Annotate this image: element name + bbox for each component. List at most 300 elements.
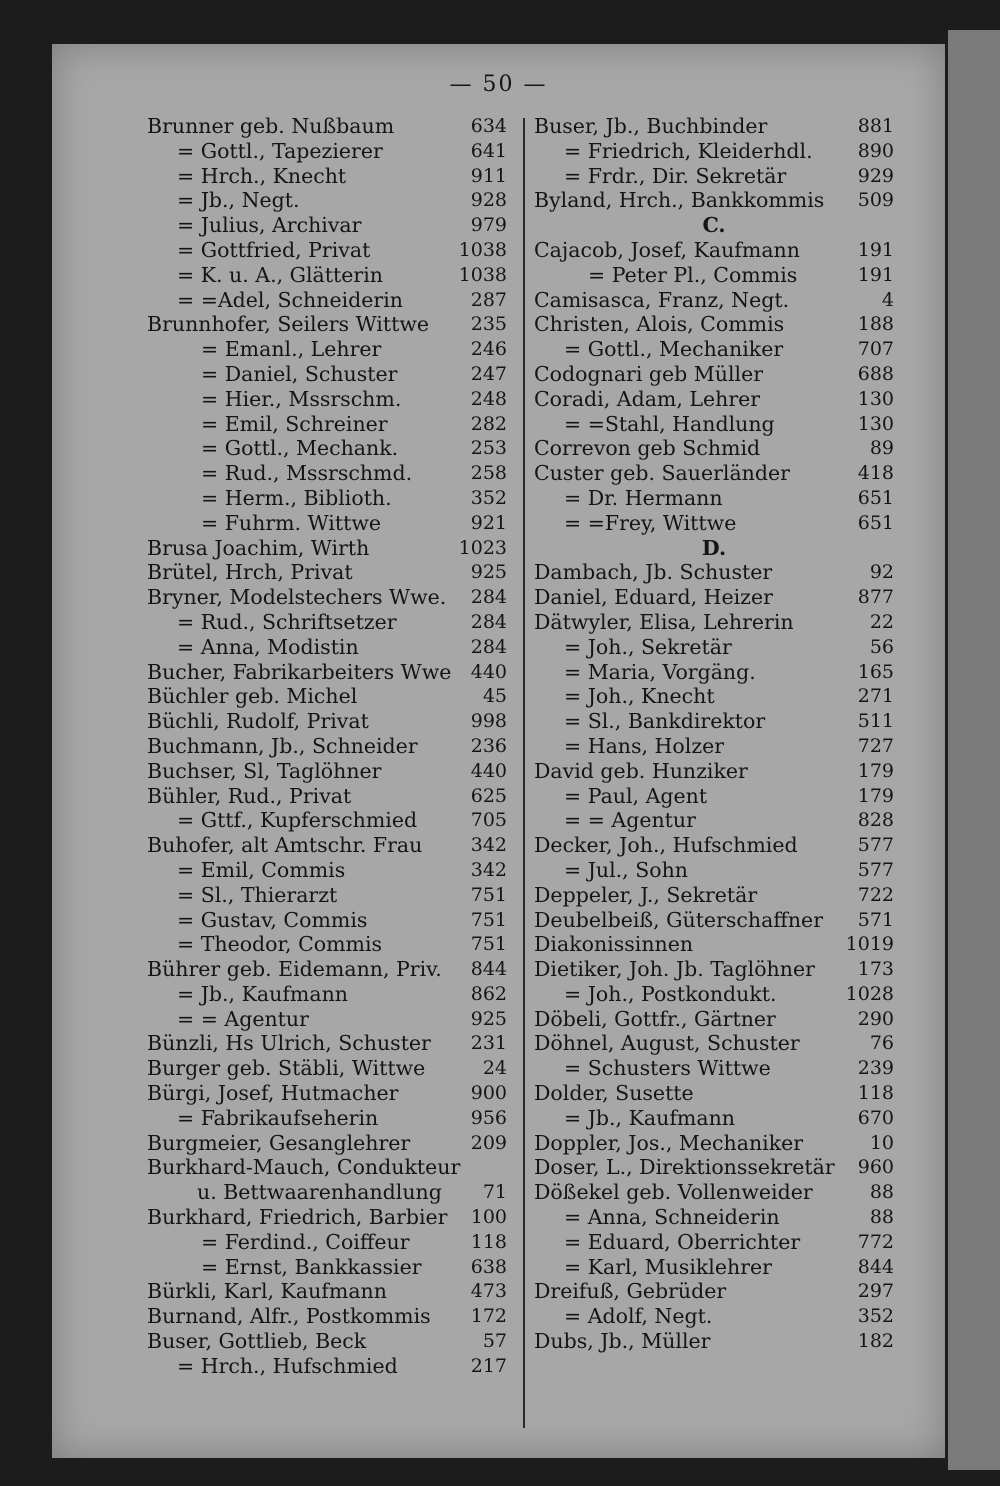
entry-name: Daniel, Eduard, Heizer — [534, 585, 773, 610]
entry-number: 352 — [857, 1305, 894, 1328]
entry-number: 191 — [857, 263, 894, 286]
entry-number: 473 — [470, 1280, 507, 1303]
right-column — [534, 114, 894, 1354]
entry-number: 235 — [470, 313, 507, 336]
entry-number: 209 — [470, 1131, 507, 1154]
entry-name: Deubelbeiß, Güterschaffner — [534, 907, 823, 932]
entry-name: Deppeler, J., Sekretär — [534, 882, 758, 907]
entry-number: 877 — [857, 586, 894, 609]
entry-name: = Gustav, Commis — [177, 907, 368, 932]
directory-entry — [534, 858, 894, 883]
entry-number: 217 — [470, 1354, 507, 1377]
entry-number: 71 — [482, 1181, 507, 1204]
directory-entry — [147, 536, 507, 561]
directory-entry — [147, 263, 507, 288]
entry-name: Cajacob, Josef, Kaufmann — [534, 237, 800, 262]
entry-name: Buhofer, alt Amtschr. Frau — [147, 833, 423, 858]
directory-entry — [534, 412, 894, 437]
entry-name: = =Stahl, Handlung — [564, 411, 775, 436]
directory-entry — [534, 387, 894, 412]
entry-name: = Schusters Wittwe — [564, 1056, 771, 1081]
entry-number: 925 — [470, 561, 507, 584]
entry-number: 929 — [857, 164, 894, 187]
entry-name: Christen, Alois, Commis — [534, 312, 785, 337]
directory-page — [52, 44, 945, 1458]
directory-entry — [534, 362, 894, 387]
directory-entry — [534, 263, 894, 288]
entry-name: Brunner geb. Nußbaum — [147, 114, 395, 138]
directory-entry — [147, 1155, 507, 1180]
directory-entry — [534, 610, 894, 635]
entry-name: Dolder, Susette — [534, 1081, 694, 1106]
directory-entry — [147, 734, 507, 759]
entry-number: 1038 — [458, 263, 507, 286]
entry-name: Dätwyler, Elisa, Lehrerin — [534, 609, 794, 634]
directory-entry — [534, 1081, 894, 1106]
entry-name: Dreifuß, Gebrüder — [534, 1279, 727, 1304]
entry-name: = = Agentur — [564, 808, 696, 833]
entry-name: Burgmeier, Gesanglehrer — [147, 1130, 411, 1155]
directory-entry — [147, 511, 507, 536]
entry-name: Codognari geb Müller — [534, 361, 764, 386]
entry-number: 76 — [869, 1032, 894, 1055]
entry-name: = Sl., Thierarzt — [177, 882, 338, 907]
directory-entry — [147, 1131, 507, 1156]
directory-entry — [147, 1230, 507, 1255]
directory-entry — [534, 288, 894, 313]
entry-name: Dößekel geb. Vollenweider — [534, 1180, 813, 1205]
entry-number: 844 — [857, 1255, 894, 1278]
directory-entry — [534, 1007, 894, 1032]
directory-entry — [534, 908, 894, 933]
entry-name: u. Bettwaarenhandlung — [197, 1180, 442, 1205]
entry-number: 88 — [869, 1206, 894, 1229]
directory-entry — [534, 511, 894, 536]
entry-name: = Karl, Musiklehrer — [564, 1254, 772, 1279]
entry-name: Bührer geb. Eidemann, Priv. — [147, 957, 442, 982]
entry-number: 130 — [857, 387, 894, 410]
entry-name: = Jb., Kaufmann — [177, 981, 348, 1006]
directory-entry — [534, 560, 894, 585]
entry-name: = Joh., Knecht — [564, 684, 715, 709]
entry-number: 179 — [857, 784, 894, 807]
entry-name: Buser, Gottlieb, Beck — [147, 1329, 367, 1354]
entry-number: 253 — [470, 437, 507, 460]
entry-name: = =Frey, Wittwe — [564, 510, 737, 535]
entry-name: = Hrch., Knecht — [177, 163, 347, 188]
entry-name: David geb. Hunziker — [534, 758, 748, 783]
entry-number: 911 — [470, 164, 507, 187]
entry-number: 284 — [470, 610, 507, 633]
directory-entry — [534, 1056, 894, 1081]
directory-entry — [534, 1329, 894, 1354]
directory-entry — [534, 1131, 894, 1156]
entry-number: 342 — [470, 858, 507, 881]
entry-number: 247 — [470, 362, 507, 385]
entry-number: 722 — [857, 883, 894, 906]
directory-entry — [534, 709, 894, 734]
entry-number: 284 — [470, 635, 507, 658]
next-page-edge — [948, 30, 1000, 1470]
entry-number: 634 — [470, 115, 507, 137]
directory-entry — [147, 1205, 507, 1230]
entry-number: 130 — [857, 412, 894, 435]
entry-number: 89 — [869, 437, 894, 460]
directory-entry — [534, 114, 894, 139]
entry-name: Buchser, Sl, Taglöhner — [147, 758, 382, 783]
directory-entry — [534, 808, 894, 833]
directory-entry — [534, 436, 894, 461]
directory-entry — [534, 585, 894, 610]
entry-number: 960 — [857, 1156, 894, 1179]
entry-number: 511 — [857, 710, 894, 733]
entry-number: 727 — [857, 734, 894, 757]
entry-name: Dietiker, Joh. Jb. Taglöhner — [534, 957, 815, 982]
entry-number: 165 — [857, 660, 894, 683]
directory-entry — [147, 833, 507, 858]
entry-number: 998 — [470, 710, 507, 733]
entry-name: = Maria, Vorgäng. — [564, 659, 756, 684]
directory-entry — [147, 932, 507, 957]
entry-number: 88 — [869, 1181, 894, 1204]
entry-name: = Fuhrm. Wittwe — [201, 510, 382, 535]
entry-number: 100 — [470, 1206, 507, 1229]
entry-name: = Frdr., Dir. Sekretär — [564, 163, 787, 188]
directory-entry — [534, 684, 894, 709]
entry-name: Buchmann, Jb., Schneider — [147, 733, 418, 758]
entry-name: Camisasca, Franz, Negt. — [534, 287, 790, 312]
entry-name: Diakonissinnen — [534, 932, 694, 957]
entry-number: 22 — [869, 610, 894, 633]
entry-number: 290 — [857, 1007, 894, 1030]
entry-name: = Gttf., Kupferschmied — [177, 808, 418, 833]
entry-number: 1038 — [458, 238, 507, 261]
page-number: — 50 — — [449, 72, 548, 97]
entry-number: 828 — [857, 809, 894, 832]
entry-name: = K. u. A., Glätterin — [177, 262, 383, 287]
entry-name: = Joh., Sekretär — [564, 634, 732, 659]
entry-name: Correvon geb Schmid — [534, 436, 761, 461]
entry-number: 956 — [470, 1106, 507, 1129]
directory-entry — [147, 312, 507, 337]
entry-name: = =Adel, Schneiderin — [177, 287, 403, 312]
entry-number: 258 — [470, 462, 507, 485]
entry-name: Bühler, Rud., Privat — [147, 783, 352, 808]
entry-number: 92 — [869, 561, 894, 584]
entry-name: Büchler geb. Michel — [147, 684, 358, 709]
directory-entry — [534, 1106, 894, 1131]
entry-name: = Daniel, Schuster — [201, 361, 398, 386]
entry-number: 890 — [857, 139, 894, 162]
entry-number: 284 — [470, 586, 507, 609]
directory-entry — [534, 1279, 894, 1304]
entry-name: Decker, Joh., Hufschmied — [534, 833, 798, 858]
directory-entry — [147, 784, 507, 809]
entry-name: = Joh., Postkondukt. — [564, 981, 777, 1006]
entry-name: Döhnel, August, Schuster — [534, 1031, 800, 1056]
entry-number: 172 — [470, 1305, 507, 1328]
entry-number: 342 — [470, 834, 507, 857]
entry-name: = Dr. Hermann — [564, 485, 723, 510]
entry-name: Brütel, Hrch, Privat — [147, 560, 353, 585]
entry-number: 651 — [857, 486, 894, 509]
entry-number: 577 — [857, 858, 894, 881]
entry-name: = Jb., Negt. — [177, 188, 300, 213]
directory-entry — [534, 238, 894, 263]
directory-entry — [147, 759, 507, 784]
directory-entry — [534, 932, 894, 957]
entry-name: Doppler, Jos., Mechaniker — [534, 1130, 804, 1155]
directory-entry — [534, 461, 894, 486]
entry-number: 751 — [470, 933, 507, 956]
entry-number: 707 — [857, 338, 894, 361]
directory-entry — [147, 486, 507, 511]
entry-number: 638 — [470, 1255, 507, 1278]
entry-number: 57 — [482, 1330, 507, 1353]
entry-number: 4 — [881, 288, 894, 311]
directory-entry — [147, 858, 507, 883]
entry-number: 440 — [470, 759, 507, 782]
entry-name: = Hrch., Hufschmied — [177, 1353, 398, 1378]
entry-name: = Ernst, Bankkassier — [201, 1254, 422, 1279]
entry-name: C. — [702, 213, 726, 238]
directory-entry — [147, 1255, 507, 1280]
entry-name: Brusa Joachim, Wirth — [147, 535, 370, 560]
directory-entry — [147, 188, 507, 213]
entry-number: 641 — [470, 139, 507, 162]
directory-entry — [534, 784, 894, 809]
directory-entry — [534, 337, 894, 362]
entry-name: Dambach, Jb. Schuster — [534, 560, 773, 585]
entry-number: 921 — [470, 511, 507, 534]
directory-entry — [147, 684, 507, 709]
entry-number: 287 — [470, 288, 507, 311]
entry-name: Burkhard, Friedrich, Barbier — [147, 1205, 448, 1230]
directory-entry — [147, 1106, 507, 1131]
directory-entry — [147, 1180, 507, 1205]
entry-number: 688 — [857, 362, 894, 385]
entry-name: Bünzli, Hs Ulrich, Schuster — [147, 1031, 431, 1056]
directory-entry — [147, 288, 507, 313]
entry-name: = Hier., Mssrschm. — [201, 386, 402, 411]
directory-entry — [147, 1081, 507, 1106]
entry-name: = Gottl., Tapezierer — [177, 138, 383, 163]
entry-number: 191 — [857, 238, 894, 261]
entry-number: 862 — [470, 982, 507, 1005]
entry-number: 239 — [857, 1057, 894, 1080]
entry-name: = Emanl., Lehrer — [201, 337, 382, 362]
directory-entry — [534, 833, 894, 858]
entry-number: 928 — [470, 189, 507, 212]
entry-name: = Fabrikaufseherin — [177, 1105, 379, 1130]
directory-entry — [147, 982, 507, 1007]
entry-number: 751 — [470, 908, 507, 931]
entry-name: = Theodor, Commis — [177, 932, 383, 957]
entry-name: = Gottl., Mechank. — [201, 436, 399, 461]
entry-name: Brunnhofer, Seilers Wittwe — [147, 312, 429, 337]
entry-number: 881 — [857, 115, 894, 137]
entry-number: 236 — [470, 734, 507, 757]
entry-number: 705 — [470, 809, 507, 832]
entry-name: Coradi, Adam, Lehrer — [534, 386, 761, 411]
directory-entry — [534, 1155, 894, 1180]
entry-name: Dubs, Jb., Müller — [534, 1329, 711, 1354]
entry-number: 418 — [857, 462, 894, 485]
entry-name: = Adolf, Negt. — [564, 1304, 713, 1329]
section-letter — [534, 213, 894, 238]
entry-number: 24 — [482, 1057, 507, 1080]
directory-entry — [534, 1205, 894, 1230]
entry-name: = Emil, Commis — [177, 857, 346, 882]
directory-entry — [147, 883, 507, 908]
entry-number: 1023 — [458, 536, 507, 559]
entry-number: 1019 — [845, 933, 894, 956]
column-divider — [523, 118, 525, 1428]
directory-entry — [147, 164, 507, 189]
directory-entry — [147, 461, 507, 486]
entry-number: 844 — [470, 958, 507, 981]
directory-entry — [534, 1255, 894, 1280]
entry-number: 670 — [857, 1106, 894, 1129]
entry-number: 772 — [857, 1230, 894, 1253]
entry-name: Bürkli, Karl, Kaufmann — [147, 1279, 387, 1304]
entry-number: 248 — [470, 387, 507, 410]
directory-entry — [147, 560, 507, 585]
directory-entry — [147, 908, 507, 933]
directory-entry — [534, 759, 894, 784]
entry-name: Custer geb. Sauerländer — [534, 461, 790, 486]
entry-number: 10 — [869, 1131, 894, 1154]
entry-name: = Herm., Biblioth. — [201, 485, 392, 510]
directory-entry — [534, 734, 894, 759]
section-letter — [534, 536, 894, 561]
entry-number: 271 — [857, 685, 894, 708]
directory-entry — [147, 1007, 507, 1032]
entry-name: Döbeli, Gottfr., Gärtner — [534, 1006, 776, 1031]
entry-name: Büchli, Rudolf, Privat — [147, 709, 369, 734]
entry-name: = Ferdind., Coiffeur — [201, 1229, 410, 1254]
entry-name: = Sl., Bankdirektor — [564, 709, 766, 734]
entry-name: Bryner, Modelstechers Wwe. — [147, 585, 447, 610]
directory-entry — [534, 660, 894, 685]
directory-entry — [534, 1304, 894, 1329]
entry-number: 118 — [857, 1082, 894, 1105]
directory-entry — [534, 1230, 894, 1255]
entry-number: 188 — [857, 313, 894, 336]
entry-number: 509 — [857, 189, 894, 212]
entry-name: D. — [701, 535, 727, 560]
directory-entry — [147, 1329, 507, 1354]
entry-number: 577 — [857, 834, 894, 857]
entry-name: Burger geb. Stäbli, Wittwe — [147, 1056, 426, 1081]
entry-number: 45 — [482, 685, 507, 708]
entry-name: = Hans, Holzer — [564, 733, 725, 758]
entry-number: 1028 — [845, 982, 894, 1005]
directory-entry — [147, 238, 507, 263]
entry-number: 900 — [470, 1082, 507, 1105]
directory-entry — [147, 635, 507, 660]
directory-entry — [147, 387, 507, 412]
directory-entry — [534, 957, 894, 982]
directory-entry — [534, 164, 894, 189]
entry-name: Bürgi, Josef, Hutmacher — [147, 1081, 399, 1106]
directory-entry — [147, 436, 507, 461]
directory-entry — [147, 1056, 507, 1081]
directory-entry — [147, 660, 507, 685]
entry-name: Doser, L., Direktionssekretär — [534, 1155, 835, 1180]
entry-name: = Gottfried, Privat — [177, 237, 371, 262]
directory-entry — [534, 883, 894, 908]
entry-number: 352 — [470, 486, 507, 509]
directory-entry — [534, 312, 894, 337]
entry-name: Burkhard-Mauch, Condukteur — [147, 1155, 461, 1180]
directory-entry — [534, 139, 894, 164]
entry-name: = Julius, Archivar — [177, 213, 362, 238]
entry-number: 246 — [470, 338, 507, 361]
directory-entry — [147, 709, 507, 734]
left-column — [147, 114, 507, 1379]
directory-entry — [147, 808, 507, 833]
entry-name: Burnand, Alfr., Postkommis — [147, 1304, 431, 1329]
directory-entry — [147, 412, 507, 437]
directory-entry — [147, 213, 507, 238]
entry-number: 173 — [857, 958, 894, 981]
entry-number: 625 — [470, 784, 507, 807]
directory-entry — [534, 486, 894, 511]
entry-number: 56 — [869, 635, 894, 658]
entry-name: = Jul., Sohn — [564, 857, 689, 882]
directory-entry — [147, 1031, 507, 1056]
entry-number: 571 — [857, 908, 894, 931]
directory-entry — [147, 1279, 507, 1304]
directory-entry — [147, 610, 507, 635]
directory-entry — [534, 1180, 894, 1205]
directory-entry — [534, 982, 894, 1007]
entry-name: = Anna, Schneiderin — [564, 1205, 780, 1230]
directory-entry — [147, 114, 507, 139]
entry-name: = Anna, Modistin — [177, 634, 359, 659]
entry-number: 925 — [470, 1007, 507, 1030]
entry-name: Bucher, Fabrikarbeiters Wwe — [147, 659, 452, 684]
entry-number: 179 — [857, 759, 894, 782]
directory-entry — [147, 362, 507, 387]
entry-number: 440 — [470, 660, 507, 683]
directory-entry — [147, 957, 507, 982]
entry-name: = Gottl., Mechaniker — [564, 337, 784, 362]
entry-number: 751 — [470, 883, 507, 906]
entry-name: = Paul, Agent — [564, 783, 708, 808]
entry-number: 297 — [857, 1280, 894, 1303]
directory-entry — [147, 337, 507, 362]
entry-number: 651 — [857, 511, 894, 534]
entry-name: = = Agentur — [177, 1006, 309, 1031]
directory-entry — [147, 1304, 507, 1329]
entry-name: = Rud., Mssrschmd. — [201, 461, 413, 486]
entry-name: = Emil, Schreiner — [201, 411, 388, 436]
directory-entry — [534, 1031, 894, 1056]
entry-number: 118 — [470, 1230, 507, 1253]
directory-entry — [147, 1354, 507, 1379]
entry-name: = Jb., Kaufmann — [564, 1105, 735, 1130]
directory-entry — [534, 188, 894, 213]
entry-name: Buser, Jb., Buchbinder — [534, 114, 768, 138]
entry-number: 231 — [470, 1032, 507, 1055]
directory-entry — [147, 139, 507, 164]
entry-name: = Rud., Schriftsetzer — [177, 609, 397, 634]
entry-name: = Friedrich, Kleiderhdl. — [564, 138, 813, 163]
entry-number: 182 — [857, 1330, 894, 1353]
entry-number: 979 — [470, 214, 507, 237]
